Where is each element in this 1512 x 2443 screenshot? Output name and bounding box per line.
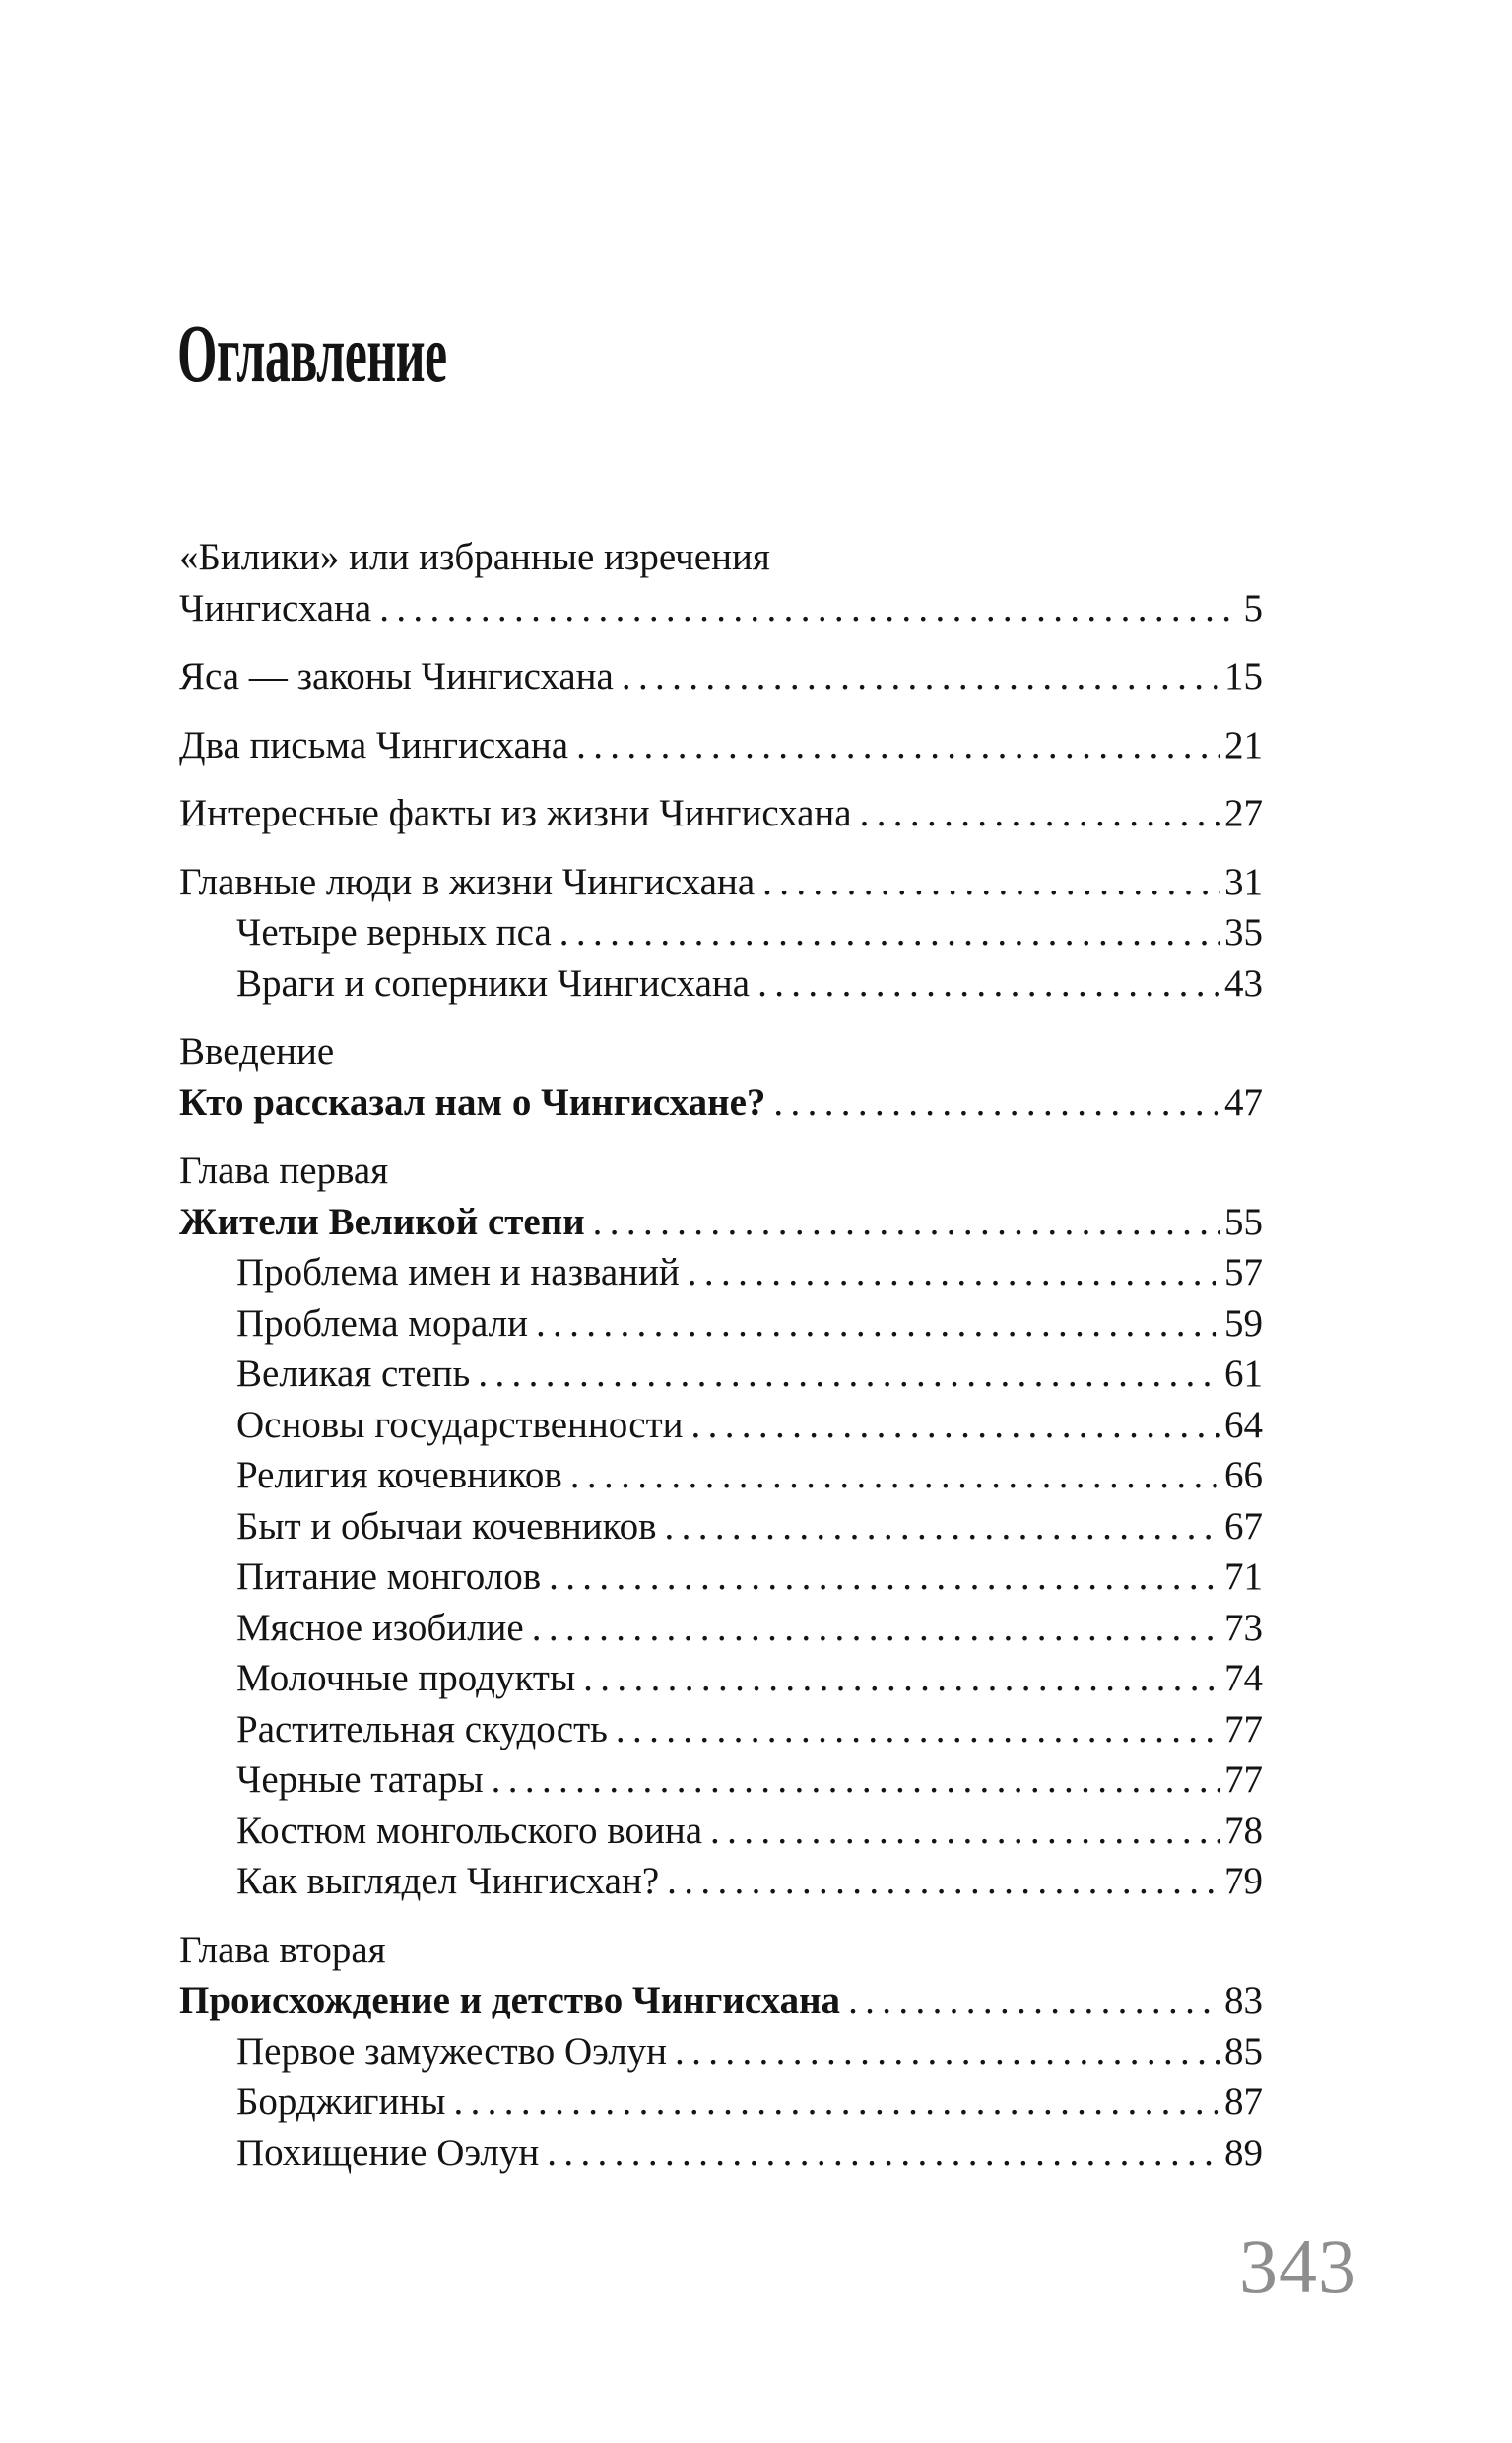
toc-entry-page: 77 [1224, 1758, 1263, 1801]
dot-leader [453, 2077, 1220, 2128]
toc-entry-title: Проблема морали [236, 1301, 528, 1345]
toc-entry-page: 15 [1224, 655, 1263, 697]
toc-entry-page: 21 [1224, 723, 1263, 766]
toc-entry-title: Религия кочевников [236, 1454, 562, 1496]
toc-entry-title: Основы государственности [236, 1403, 684, 1446]
toc-entry-page: 59 [1224, 1301, 1263, 1345]
toc-subentry[interactable] [179, 958, 1263, 1010]
toc-entry-title: Питание монголов [236, 1555, 542, 1598]
toc-entry-page: 47 [1224, 1081, 1263, 1124]
dot-leader [492, 1754, 1220, 1806]
dot-leader [860, 788, 1220, 839]
toc-entry-title: Борджигины [236, 2080, 446, 2123]
toc-entry-title: Черные татары [236, 1758, 484, 1801]
toc-entry-title: Мясное изобилие [236, 1606, 524, 1649]
dot-leader [688, 1247, 1220, 1298]
toc-entry-page: 61 [1224, 1353, 1263, 1395]
toc-entry-facts[interactable] [179, 788, 1263, 839]
toc-entry-yasa[interactable] [179, 651, 1263, 702]
table-of-contents [179, 532, 1263, 2178]
toc-entry-letters[interactable] [179, 720, 1263, 771]
toc-entry-title: Быт и обычаи кочевников [236, 1504, 657, 1548]
toc-entry-page: 27 [1224, 792, 1263, 834]
dot-leader [691, 1400, 1221, 1451]
toc-subentry[interactable] [179, 2128, 1263, 2179]
dot-leader [665, 1501, 1220, 1552]
dot-leader [667, 1856, 1220, 1907]
toc-entry-page: 5 [1243, 586, 1263, 629]
toc-entry-page: 79 [1224, 1860, 1263, 1902]
toc-entry-page: 31 [1224, 860, 1263, 903]
dot-leader [593, 1197, 1220, 1248]
toc-entry-chapter1[interactable] [179, 1197, 1263, 1248]
toc-entry-page: 89 [1224, 2131, 1263, 2174]
toc-subentry[interactable] [179, 1400, 1263, 1451]
toc-subentry[interactable] [179, 1450, 1263, 1501]
toc-entry-page: 74 [1224, 1657, 1263, 1699]
dot-leader [532, 1603, 1220, 1654]
section-label-introduction: Введение [179, 1030, 335, 1073]
toc-entry-page: 64 [1224, 1403, 1263, 1446]
toc-entry-page: 83 [1224, 1979, 1263, 2021]
toc-entry-bilik[interactable] [179, 583, 1263, 634]
toc-entry-title: Враги и соперники Чингисхана [236, 961, 751, 1005]
toc-entry-page: 77 [1224, 1707, 1263, 1750]
toc-entry-page: 73 [1224, 1606, 1263, 1649]
toc-entry-page: 35 [1224, 911, 1263, 954]
toc-entry-title: Проблема имен и названий [236, 1251, 680, 1293]
toc-subentry[interactable] [179, 1552, 1263, 1603]
toc-entry-bilik-line1: «Билики» или избранные изречения [179, 536, 770, 578]
toc-subentry[interactable] [179, 1298, 1263, 1350]
toc-entry-title: Великая степь [236, 1353, 471, 1395]
toc-entry-title: Чингисхана [179, 586, 372, 629]
page-title: Оглавление [177, 308, 447, 400]
dot-leader [757, 958, 1220, 1010]
toc-entry-page: 66 [1224, 1454, 1263, 1496]
toc-entry-title: Два письма Чингисхана [179, 723, 569, 766]
toc-subentry[interactable] [179, 1247, 1263, 1298]
toc-entry-title: Похищение Оэлун [236, 2131, 540, 2174]
dot-leader [547, 2128, 1220, 2179]
dot-leader [848, 1975, 1220, 2026]
toc-entry-page: 78 [1224, 1809, 1263, 1852]
toc-entry-title: Жители Великой степи [179, 1200, 585, 1243]
toc-entry-page: 43 [1224, 961, 1263, 1005]
toc-entry-page: 87 [1224, 2080, 1263, 2123]
dot-leader [549, 1552, 1220, 1603]
dot-leader [616, 1704, 1220, 1755]
dot-leader [536, 1298, 1220, 1350]
toc-entry-title: Костюм монгольского воина [236, 1809, 703, 1852]
toc-entry-title: Яса — законы Чингисхана [179, 655, 614, 697]
toc-entry-title: Молочные продукты [236, 1657, 576, 1699]
page-number: 343 [1239, 2223, 1357, 2309]
toc-subentry[interactable] [179, 1349, 1263, 1400]
dot-leader [773, 1078, 1220, 1129]
toc-entry-title: Как выглядел Чингисхан? [236, 1860, 660, 1902]
toc-subentry[interactable] [179, 1754, 1263, 1806]
toc-entry-title: Первое замужество Оэлун [236, 2029, 668, 2073]
toc-subentry[interactable] [179, 1704, 1263, 1755]
section-label-chapter2: Глава вторая [179, 1928, 386, 1971]
toc-entry-page: 57 [1224, 1251, 1263, 1293]
dot-leader [559, 907, 1220, 958]
section-label-chapter1: Глава первая [179, 1150, 389, 1192]
toc-entry-chapter2[interactable] [179, 1975, 1263, 2026]
toc-entry-page: 71 [1224, 1555, 1263, 1598]
toc-entry-title: Происхождение и детство Чингисхана [179, 1979, 841, 2021]
toc-entry-page: 55 [1224, 1200, 1263, 1243]
toc-subentry[interactable] [179, 2077, 1263, 2128]
dot-leader [675, 2026, 1220, 2078]
toc-entry-title: Интересные факты из жизни Чингисхана [179, 792, 852, 834]
dot-leader [583, 1653, 1220, 1704]
toc-entry-title: Растительная скудость [236, 1707, 608, 1750]
toc-entry-title: Кто рассказал нам о Чингисхане? [179, 1081, 766, 1124]
toc-subentry[interactable] [179, 1603, 1263, 1654]
toc-subentry[interactable] [179, 907, 1263, 958]
toc-entry-title: Четыре верных пса [236, 911, 552, 954]
toc-entry-introduction[interactable] [179, 1078, 1263, 1129]
dot-leader [576, 720, 1220, 771]
dot-leader [570, 1450, 1220, 1501]
toc-entry-page: 85 [1224, 2029, 1263, 2073]
toc-subentry[interactable] [179, 1653, 1263, 1704]
dot-leader [622, 651, 1220, 702]
toc-subentry[interactable] [179, 1806, 1263, 1857]
toc-entry-title: Главные люди в жизни Чингисхана [179, 860, 756, 903]
dot-leader [478, 1349, 1220, 1400]
toc-entry-main-people[interactable] [179, 857, 1263, 908]
dot-leader [379, 583, 1239, 634]
toc-subentry[interactable] [179, 1856, 1263, 1907]
dot-leader [710, 1806, 1220, 1857]
toc-subentry[interactable] [179, 2026, 1263, 2078]
toc-entry-page: 67 [1224, 1504, 1263, 1548]
dot-leader [762, 857, 1220, 908]
toc-subentry[interactable] [179, 1501, 1263, 1552]
